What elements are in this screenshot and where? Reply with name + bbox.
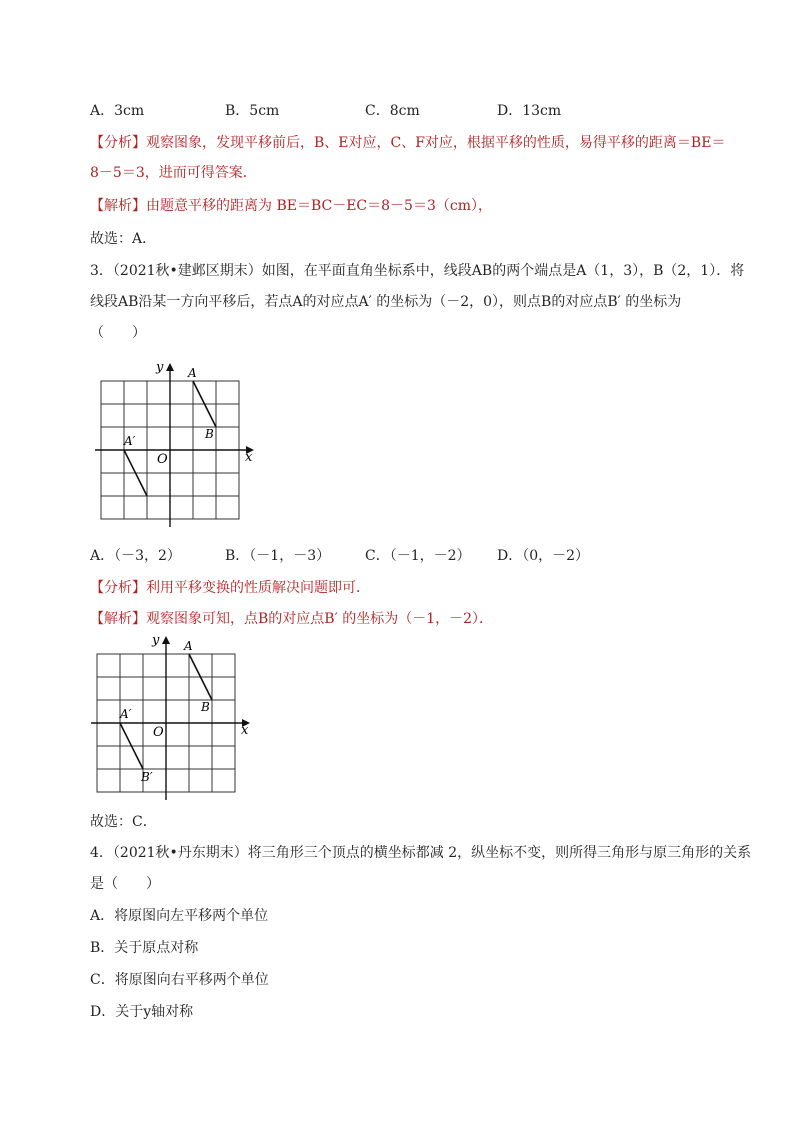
figure2-label-x: x	[241, 723, 249, 738]
q2-choice-b: B．5cm	[225, 103, 280, 119]
q3-answer: 故选：C．	[90, 814, 157, 830]
figure2-y-arrow-icon	[162, 636, 170, 644]
q2-choice-d: D．13cm	[497, 103, 562, 119]
q2-analysis-line2: 8－5＝3，进而可得答案．	[90, 165, 257, 181]
figure1-label-y: y	[156, 360, 164, 375]
q4-option-d: D．关于y轴对称	[90, 1004, 194, 1020]
q3-choice-b: B．（－1，－3）	[225, 548, 331, 564]
q3-choice-a: A．（－3，2）	[90, 548, 181, 564]
q4-stem-line2: 是（ ）	[90, 876, 160, 892]
q2-solution: 【解析】由题意平移的距离为 BE＝BC－EC＝8－5＝3（cm），	[90, 198, 492, 214]
q4-option-c: C．将原图向右平移两个单位	[90, 972, 269, 988]
q4-stem-line1: 4．（2021秋•丹东期末）将三角形三个顶点的横坐标都减 2，纵坐标不变，则所得三角形与原三角形的关系	[90, 845, 752, 861]
q3-choice-d: D．（0，－2）	[497, 548, 590, 564]
figure1-label-a: A	[188, 366, 197, 380]
q3-solution: 【解析】观察图象可知，点B的对应点B′ 的坐标为（－1，－2）．	[90, 611, 494, 627]
q2-analysis-line1: 【分析】观察图象，发现平移前后，B、E对应，C、F对应，根据平移的性质，易得平移的距离＝BE＝	[90, 135, 726, 151]
figure1-label-x: x	[245, 450, 253, 465]
q3-analysis: 【分析】利用平移变换的性质解决问题即可．	[90, 580, 370, 596]
q2-choice-a: A．3cm	[90, 103, 145, 119]
q3-choice-c: C．（－1，－2）	[365, 548, 471, 564]
figure1-label-a-prime: A′	[124, 434, 136, 448]
q4-option-b: B．关于原点对称	[90, 940, 199, 956]
figure2-label-origin: O	[153, 725, 164, 740]
figure2-label-a: A	[184, 639, 193, 653]
figure1-label-origin: O	[157, 452, 168, 467]
figure1-label-b: B	[205, 427, 214, 441]
figure1-y-arrow-icon	[166, 363, 174, 371]
figure2-label-b: B	[201, 700, 210, 714]
figure2-label-a-prime: A′	[120, 707, 132, 721]
q2-answer: 故选：A．	[90, 231, 157, 247]
figure2-label-b-prime: B′	[141, 770, 153, 784]
q4-option-a: A．将原图向左平移两个单位	[90, 908, 269, 924]
q3-stem-line1: 3．（2021秋•建邺区期末）如图，在平面直角坐标系中，线段AB的两个端点是A（1，3），B（2，1）．将	[90, 263, 745, 279]
q2-choice-c: C．8cm	[365, 103, 420, 119]
figure2-axes	[91, 639, 248, 800]
figure1-axes	[95, 366, 252, 527]
figure2-label-y: y	[152, 633, 160, 648]
q3-choices	[90, 546, 617, 566]
q3-stem-line3: （ ）	[90, 325, 146, 341]
q3-stem-line2: 线段AB沿某一方向平移后，若点A的对应点A′ 的坐标为（－2，0），则点B的对应点B′ 的坐标为	[90, 294, 682, 310]
